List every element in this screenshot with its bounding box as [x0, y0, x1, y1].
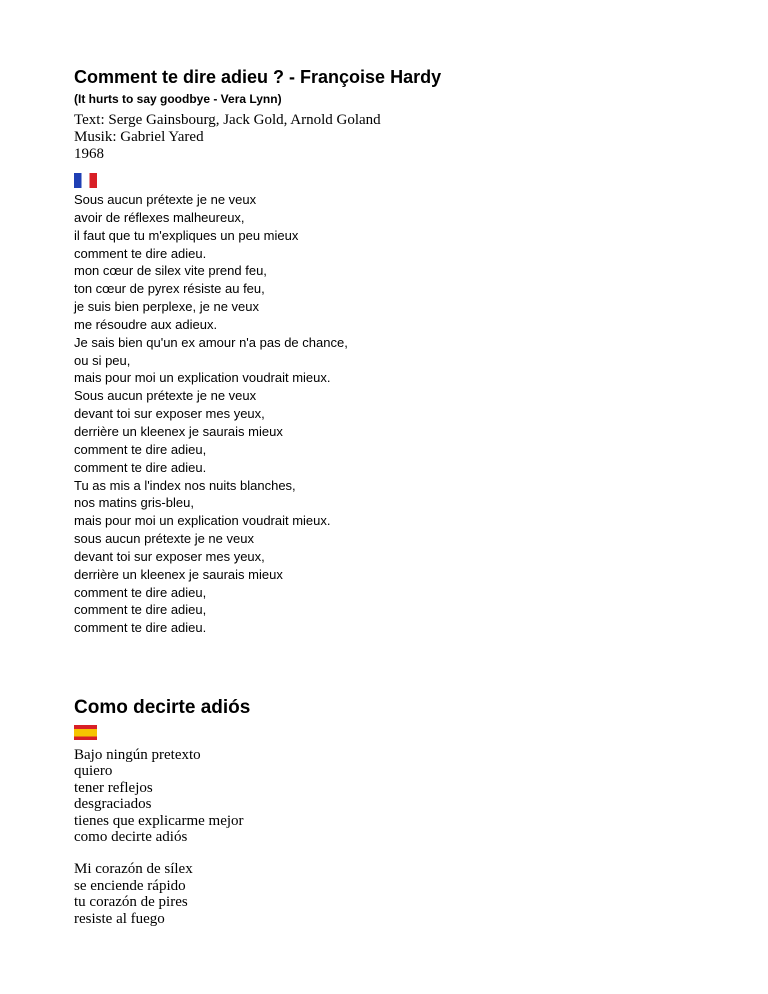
lyric-line: tu corazón de pires — [74, 894, 188, 911]
lyric-line: mon cœur de silex vite prend feu, — [74, 263, 267, 279]
lyric-line: comment te dire adieu, — [74, 441, 207, 457]
lyric-line: il faut que tu m'expliques un peu mieux — [74, 227, 299, 243]
lyric-line: Mi corazón de sílex — [74, 861, 193, 878]
lyric-line: derrière un kleenex je saurais mieux — [74, 566, 283, 582]
credits-text: Text: Serge Gainsbourg, Jack Gold, Arnold Goland — [74, 112, 381, 128]
lyric-line: Je sais bien qu'un ex amour n'a pas de chance, — [74, 334, 348, 350]
lyric-line: devant toi sur exposer mes yeux, — [74, 548, 265, 564]
lyric-line: comment te dire adieu. — [74, 245, 207, 261]
song-title: Comment te dire adieu ? - Françoise Hardy — [74, 67, 442, 87]
lyric-line: sous aucun prétexte je ne veux — [74, 531, 254, 547]
lyric-line: mais pour moi un explication voudrait mieux. — [74, 513, 331, 529]
lyric-line: Tu as mis a l'index nos nuits blanches, — [74, 477, 296, 493]
lyric-line: como decirte adiós — [74, 829, 188, 846]
credits-year: 1968 — [74, 146, 104, 162]
spanish-title: Como decirte adiós — [74, 697, 251, 718]
song-credits — [74, 112, 714, 163]
lyric-line: mais pour moi un explication voudrait mieux. — [74, 370, 331, 386]
lyric-line: ou si peu, — [74, 352, 131, 368]
lyric-line: derrière un kleenex je saurais mieux — [74, 423, 283, 439]
lyric-stanza — [74, 747, 244, 845]
lyric-line: Sous aucun prétexte je ne veux — [74, 192, 257, 207]
lyric-line: me résoudre aux adieux. — [74, 316, 218, 332]
lyric-line: avoir de réflexes malheureux, — [74, 209, 245, 225]
lyric-line: Sous aucun prétexte je ne veux — [74, 388, 257, 404]
lyric-line: comment te dire adieu. — [74, 459, 207, 475]
lyric-line: desgraciados — [74, 796, 152, 813]
lyric-line: comment te dire adieu, — [74, 584, 207, 600]
lyric-line: tener reflejos — [74, 779, 153, 796]
lyric-line: devant toi sur exposer mes yeux, — [74, 406, 265, 422]
lyric-line: Bajo ningún pretexto — [74, 747, 201, 763]
lyric-line: tienes que explicarme mejor — [74, 812, 244, 829]
france-flag-icon — [74, 173, 97, 188]
song-subtitle: (It hurts to say goodbye - Vera Lynn) — [74, 92, 282, 106]
lyric-line: resiste al fuego — [74, 910, 165, 927]
spain-flag-icon — [74, 725, 97, 740]
lyric-line: comment te dire adieu. — [74, 620, 207, 636]
lyric-line: se enciende rápido — [74, 877, 186, 894]
spanish-lyrics — [74, 747, 244, 927]
french-lyrics — [74, 191, 714, 637]
spanish-section — [74, 721, 244, 943]
lyrics-page — [74, 64, 714, 927]
lyric-line: quiero — [74, 763, 113, 780]
lyric-stanza — [74, 861, 244, 927]
lyric-line: je suis bien perplexe, je ne veux — [74, 299, 260, 315]
credits-music: Musik: Gabriel Yared — [74, 129, 204, 145]
lyric-line: ton cœur de pyrex résiste au feu, — [74, 281, 265, 297]
lyric-line: comment te dire adieu, — [74, 602, 207, 618]
lyric-line: nos matins gris-bleu, — [74, 495, 194, 511]
